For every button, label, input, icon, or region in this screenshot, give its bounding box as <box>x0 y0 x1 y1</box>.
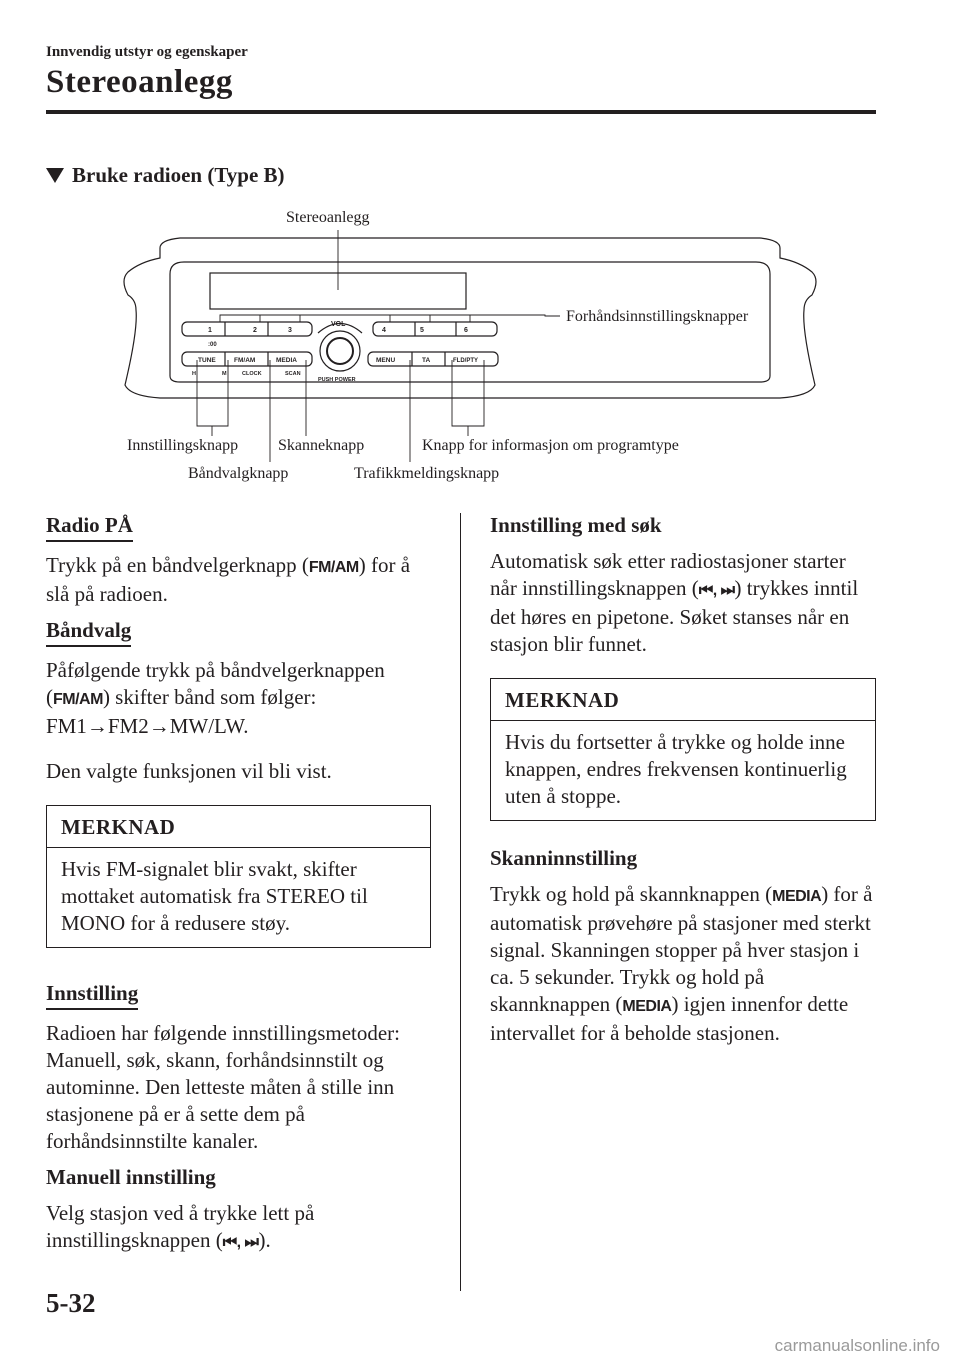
preset-6-label: 6 <box>464 327 468 334</box>
heading-tuning: Innstilling <box>46 980 138 1010</box>
left-column <box>46 512 431 1265</box>
callout-tune: Innstillingsknapp <box>127 437 239 454</box>
heading-radio-on: Radio PÅ <box>46 512 133 542</box>
track-keys-icon: ⏮, ⏭ <box>698 582 735 599</box>
clock-label: CLOCK <box>242 371 262 377</box>
page-number: 5-32 <box>46 1288 96 1318</box>
seek-text: Automatisk søk etter radiostasjoner starter når innstillingsknappen (⏮, ⏭) trykkes inntil det høres en pipetone. Søket stanses når en stasjon blir funnet. <box>490 549 859 656</box>
scan-label: SCAN <box>285 371 301 377</box>
callout-stereo: Stereoanlegg <box>286 209 370 226</box>
time-label: :00 <box>208 342 217 348</box>
tune-label: TUNE <box>198 357 216 364</box>
preset-bar-left <box>182 322 312 336</box>
fld-label: FLD/PTY <box>453 358 478 364</box>
band-text: Påfølgende trykk på båndvelgerknappen (FM/AM) skifter bånd som følger: <box>46 658 385 709</box>
vol-label: VOL <box>331 321 346 328</box>
h-label: H <box>192 371 196 377</box>
leader-pty <box>452 360 484 426</box>
watermark: carmanualsonline.info <box>774 1336 940 1355</box>
note-box-fm <box>46 805 431 948</box>
chapter-title: Stereoanlegg <box>46 64 233 100</box>
fmam-key-icon: FM/AM <box>308 559 359 576</box>
preset-5-label: 5 <box>420 327 424 334</box>
media-label: MEDIA <box>276 357 297 364</box>
right-column <box>490 512 876 1056</box>
leader-tune <box>197 360 228 426</box>
preset-4-label: 4 <box>382 327 386 334</box>
manual-text: Velg stasjon ved å trykke lett på innstillingsknappen (⏮, ⏭). <box>46 1201 315 1252</box>
band-sequence: FM1→FM2→MW/LW. <box>46 714 249 738</box>
preset-2-label: 2 <box>253 327 257 334</box>
note-title: MERKNAD <box>47 806 430 848</box>
fmam-label: FM/AM <box>234 357 256 364</box>
note-title: MERKNAD <box>491 679 875 721</box>
callout-pty: Knapp for informasjon om programtype <box>422 437 679 454</box>
preset-1-label: 1 <box>208 327 212 334</box>
volume-knob <box>327 338 353 364</box>
column-divider <box>460 513 461 1291</box>
track-keys-icon: ⏮, ⏭ <box>222 1234 259 1251</box>
preset-3-label: 3 <box>288 327 292 334</box>
triangle-bullet-icon <box>46 168 64 183</box>
callout-band: Båndvalgknapp <box>188 465 289 482</box>
heading-manual: Manuell innstilling <box>46 1165 216 1189</box>
note-body: Hvis FM-signalet blir svakt, skifter mottaket automatisk fra STEREO til MONO for å redusere støy. <box>61 857 368 935</box>
band-shown-text: Den valgte funksjonen vil bli vist. <box>46 759 332 783</box>
header-rule <box>46 110 876 114</box>
scan-text: Trykk og hold på skannknappen (MEDIA) for å automatisk prøvehøre på stasjoner med sterkt signal. Skanningen stopper på hver stasjon i ca. 5 sekunder. Trykk og hold på skannknappen (MEDIA) igjen innenfor dette intervallet for å beholde stasjonen. <box>490 882 873 1045</box>
note-body: Hvis du fortsetter å trykke og holde inne knappen, endres frekvensen kontinuerlig uten å stoppe. <box>505 730 847 808</box>
media-key-icon: MEDIA <box>622 998 672 1015</box>
heading-band: Båndvalg <box>46 617 131 647</box>
note-box-seek <box>490 678 876 821</box>
ta-label: TA <box>422 357 431 364</box>
media-key-icon: MEDIA <box>772 888 822 905</box>
callout-scan: Skanneknapp <box>278 437 365 454</box>
preset-bar-right <box>373 322 497 336</box>
menu-label: MENU <box>376 357 396 364</box>
section-title: Bruke radioen (Type B) <box>72 163 285 187</box>
radio-on-text: Trykk på en båndvelgerknapp (FM/AM) for å slå på radioen. <box>46 553 411 606</box>
callout-presets: Forhåndsinnstillingsknapper <box>566 308 749 325</box>
fmam-key-icon: FM/AM <box>53 691 103 708</box>
heading-scan: Skanninnstilling <box>490 846 638 870</box>
radio-diagram <box>120 200 820 500</box>
breadcrumb: Innvendig utstyr og egenskaper <box>46 44 248 60</box>
heading-seek: Innstilling med søk <box>490 513 662 537</box>
push-power-label: PUSH POWER <box>318 377 356 383</box>
m-label: M <box>222 371 227 377</box>
section-heading <box>46 163 285 188</box>
tuning-text: Radioen har følgende innstillingsmetoder: Manuell, søk, skann, forhåndsinnstilt og autominne. Den letteste måten å stille inn stasjonene på er å sette dem på forhåndsinnstilte kanaler. <box>46 1021 401 1153</box>
callout-ta: Trafikkmeldingsknapp <box>354 465 500 482</box>
